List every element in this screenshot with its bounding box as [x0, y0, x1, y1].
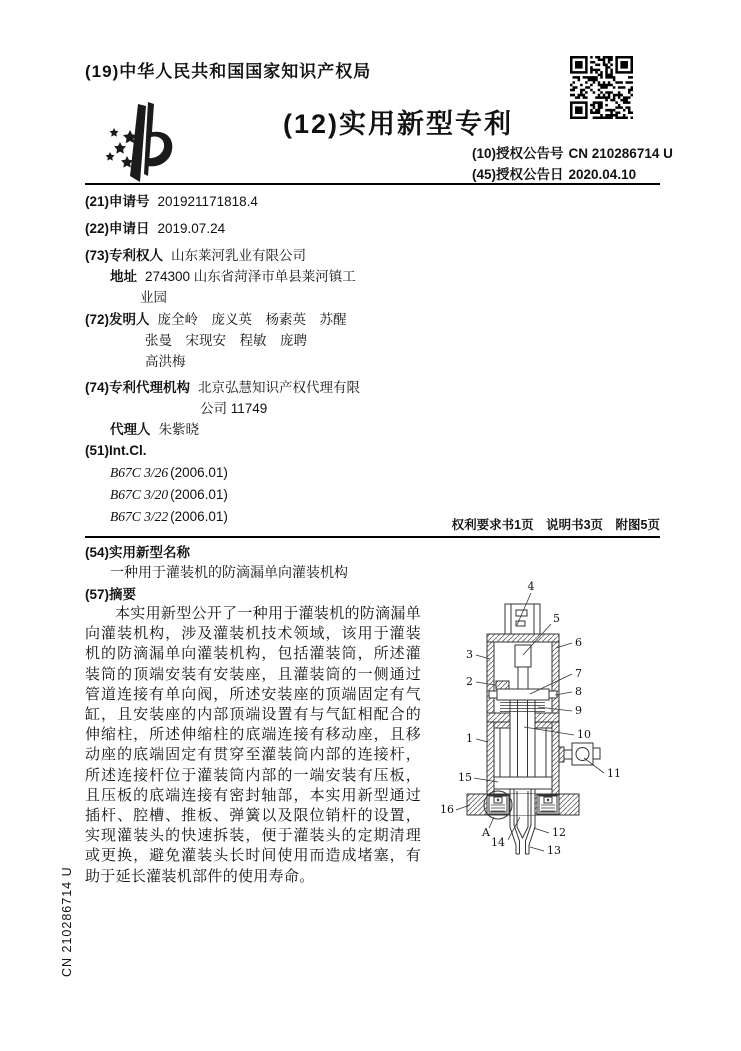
app-date-label: (22)申请日 [85, 221, 150, 236]
agency-label: (74)专利代理机构 [85, 380, 191, 395]
svg-text:1: 1 [466, 732, 473, 745]
inventors-line-3: 高洪梅 [145, 354, 186, 369]
address-value-2: 业园 [140, 290, 167, 305]
svg-text:2: 2 [466, 675, 473, 688]
agent-label: 代理人 [110, 422, 151, 437]
inventors-line-1: 庞全岭 庞义英 杨素英 苏醒 [157, 312, 347, 327]
address-label: 地址 [110, 269, 137, 284]
int-cl-class-2: B67C 3/20 (2006.01) [110, 487, 228, 502]
qr-code [570, 56, 633, 119]
abstract-text: 本实用新型公开了一种用于灌装机的防滴漏单向灌装机构，涉及灌装机技术领域，该用于灌装机的防滴漏单向灌装机构，包括灌装筒，所述灌装筒的顶端安装有安装座，且灌装筒的一侧通过管道连接有单向阀，所述安装座的顶端固定有气缸，且安装座的内部顶端设置有与气缸相配合的伸缩柱，所述伸缩柱的底端连接有移动座，且移动座的底端固定有贯穿至灌装筒内部的连接杆，所述连接杆位于灌装筒内部的一端安装有压板，且压板的底端连接有密封轴部，本实用新型通过插杆、腔槽、推板、弹簧以及限位销杆的设置，实现灌装头的快速拆装，便于灌装头的定期清理或更换，避免灌装头长时间使用而造成堵塞，有助于延长灌装机部件的使用寿命。 [85, 605, 422, 885]
svg-text:16: 16 [440, 803, 454, 816]
svg-text:3: 3 [466, 648, 473, 661]
publication-date-line [472, 163, 636, 183]
svg-text:6: 6 [575, 636, 582, 649]
inventors-line-2: 张曼 宋现安 程敏 庞聘 [145, 333, 307, 348]
invention-title: 一种用于灌装机的防滴漏单向灌装机构 [110, 564, 348, 580]
svg-text:4: 4 [527, 580, 535, 593]
biblio-divider [85, 536, 660, 538]
document-type: (12)实用新型专利 [283, 109, 514, 139]
patent-figure [432, 577, 692, 867]
app-no-value: 201921171818.4 [157, 194, 258, 209]
cnipa-logo [100, 96, 180, 186]
svg-text:11: 11 [607, 767, 621, 780]
agency-line-2: 公司 11749 [200, 401, 268, 416]
patentee-line [85, 244, 306, 264]
int-cl-line [85, 443, 147, 458]
svg-text:10: 10 [577, 728, 591, 741]
pub-date-value: 2020.04.10 [568, 167, 637, 182]
int-cl-label: (51)Int.Cl. [85, 443, 147, 458]
title-section-label: (54)实用新型名称 [85, 545, 191, 560]
svg-text:A: A [482, 826, 490, 839]
address-line-2 [140, 286, 167, 306]
svg-text:9: 9 [575, 704, 582, 717]
abstract-section-label: (57)摘要 [85, 587, 137, 602]
patentee-label: (73)专利权人 [85, 248, 164, 263]
publication-number-line [472, 142, 673, 162]
app-no-label: (21)申请号 [85, 194, 150, 209]
pub-number-value: CN 210286714 U [568, 146, 673, 161]
patentee-value: 山东莱河乳业有限公司 [171, 248, 307, 263]
application-date-line [85, 217, 225, 237]
svg-text:5: 5 [553, 612, 560, 625]
int-cl-class-3: B67C 3/22 (2006.01) [110, 509, 228, 524]
svg-text:8: 8 [575, 685, 582, 698]
svg-text:12: 12 [552, 826, 566, 839]
agency-line [85, 376, 360, 396]
svg-text:14: 14 [491, 836, 505, 849]
agent-line [110, 418, 199, 438]
header-divider [85, 183, 660, 185]
svg-text:15: 15 [458, 771, 472, 784]
pub-date-label: (45)授权公告日 [472, 167, 564, 182]
int-cl-class-1: B67C 3/26 (2006.01) [110, 465, 228, 480]
address-line [110, 265, 356, 285]
pub-number-label: (10)授权公告号 [472, 146, 564, 161]
issuing-office: (19)中华人民共和国国家知识产权局 [85, 62, 372, 81]
agent-value: 朱紫晓 [158, 422, 199, 437]
address-value: 274300 山东省菏泽市单县莱河镇工 [145, 269, 356, 284]
side-document-code: CN 210286714 U [60, 866, 74, 977]
app-date-value: 2019.07.24 [157, 221, 226, 236]
inventors-line [85, 308, 347, 328]
agency-value: 北京弘慧知识产权代理有限 [198, 380, 361, 395]
application-number-line [85, 190, 258, 210]
svg-text:7: 7 [575, 667, 582, 680]
pages-info: 权利要求书1页 说明书3页 附图5页 [451, 518, 660, 532]
svg-text:13: 13 [547, 844, 561, 857]
inventors-label: (72)发明人 [85, 312, 150, 327]
